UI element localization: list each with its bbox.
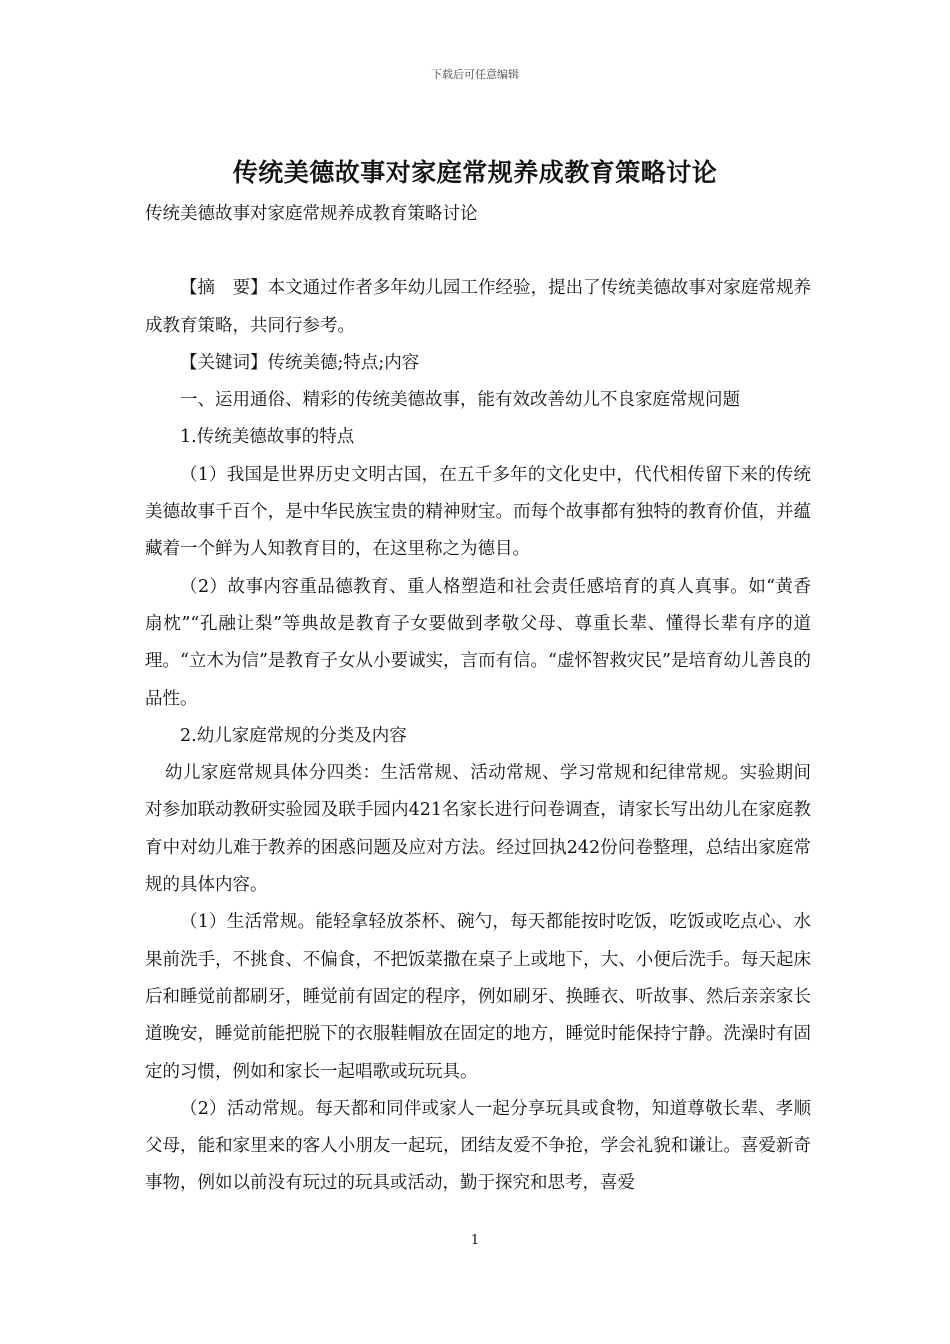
body-paragraph: （1）生活常规。能轻拿轻放茶杯、碗勺，每天都能按时吃饭，吃饭或吃点心、水果前洗手，不挑食、不偏食，不把饭菜撒在桌子上或地下，大、小便后洗手。每天起床后和睡觉前都刷牙，睡觉前有固定的程序，例如刷牙、换睡衣、听故事、然后亲亲家长道晚安，睡觉前能把脱下的衣服鞋帽放在固定的地方，睡觉时能保持宁静。洗澡时有固定的习惯，例如和家长一起唱歌或玩玩具。 — [145, 912, 811, 1082]
keywords-paragraph: 【关键词】传统美德;特点;内容 — [180, 352, 420, 373]
body-paragraph: （2）故事内容重品德教育、重人格塑造和社会责任感培育的真人真事。如“黄香扇枕”“孔融让梨”等典故是教育子女要做到孝敬父母、尊重长辈、懂得长辈有序的道理。“立木为信”是教育子女从小要诚实，言而有信。“虚怀智救灾民”是培育幼儿善良的品性。 — [145, 576, 811, 709]
document-title: 传统美德故事对家庭常规养成教育策略讨论 — [232, 158, 718, 187]
body-paragraph: （2）活动常规。每天都和同伴或家人一起分享玩具或食物，知道尊敬长辈、孝顺父母，能和家里来的客人小朋友一起玩，团结友爱不争抢，学会礼貌和谦让。喜爱新奇事物，例如以前没有玩过的玩具或活动，勤于探究和思考，喜爱 — [145, 1098, 811, 1194]
subsection-heading-1: 1.传统美德故事的特点 — [180, 427, 355, 448]
page-number: 1 — [470, 1233, 480, 1248]
page-header-note: 下载后可任意编辑 — [431, 68, 519, 81]
document-body — [145, 196, 811, 1203]
body-paragraph: 幼儿家庭常规具体分四类：生活常规、活动常规、学习常规和纪律常规。实验期间对参加联动教研实验园及联手园内421名家长进行问卷调查，请家长写出幼儿在家庭教育中对幼儿难于教养的困惑问题及应对方法。经过回执242份问卷整理，总结出家庭常规的具体内容。 — [145, 763, 811, 896]
body-paragraph: （1）我国是世界历史文明古国，在五千多年的文化史中，代代相传留下来的传统美德故事千百个，是中华民族宝贵的精神财宝。而每个故事都有独特的教育价值，并蕴藏着一个鲜为人知教育目的，在这里称之为德目。 — [145, 464, 811, 560]
subsection-heading-2: 2.幼儿家庭常规的分类及内容 — [180, 725, 407, 746]
section-heading-1: 一、运用通俗、精彩的传统美德故事，能有效改善幼儿不良家庭常规问题 — [180, 390, 740, 411]
abstract-paragraph: 【摘 要】本文通过作者多年幼儿园工作经验，提出了传统美德故事对家庭常规养成教育策略，共同行参考。 — [145, 278, 811, 336]
document-subtitle: 传统美德故事对家庭常规养成教育策略讨论 — [145, 204, 478, 224]
